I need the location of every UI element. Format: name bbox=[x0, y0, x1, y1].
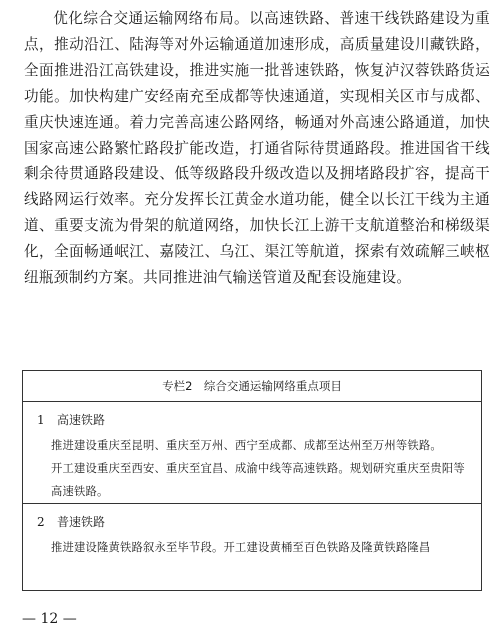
section-paragraph: 推进建设隆黄铁路叙永至毕节段。开工建设黄桶至百色铁路及隆黄铁路隆昌 bbox=[51, 541, 431, 554]
column-box bbox=[22, 370, 482, 591]
section-conventional-rail bbox=[23, 504, 481, 559]
section-number: 1 bbox=[37, 413, 45, 427]
section-body bbox=[23, 434, 481, 503]
section-number: 2 bbox=[37, 515, 45, 529]
section-high-speed-rail bbox=[23, 402, 481, 504]
section-heading bbox=[23, 402, 481, 434]
section-body bbox=[23, 536, 481, 559]
page-number: — 12 — bbox=[22, 611, 77, 627]
section-heading-text: 高速铁路 bbox=[57, 413, 106, 427]
section-paragraph: 推进建设重庆至昆明、重庆至万州、西宁至成都、成都至达州至万州等铁路。 bbox=[51, 439, 442, 452]
column-box-title: 专栏2 综合交通运输网络重点项目 bbox=[23, 371, 481, 402]
intro-paragraph: 优化综合交通运输网络布局。以高速铁路、普速干线铁路建设为重点，推动沿江、陆海等对外运输通道加速形成，高质量建设川藏铁路，全面推进沿江高铁建设，推进实施一批普速铁路，恢复泸汉蓉铁路货运功能。加快构建广安经南充至成都等快速通道，实现相关区市与成都、重庆快速连通。着力完善高速公路网络，畅通对外高速公路通道，加快国家高速公路繁忙路段扩能改造，打通省际待贯通路段。推进国省干线剩余待贯通路段建设、低等级路段升级改造以及拥堵路段扩容，提高干线路网运行效率。充分发挥长江黄金水道功能，健全以长江干线为主通道、重要支流为骨架的航道网络，加快长江上游干支航道整治和梯级渠化，全面畅通岷江、嘉陵江、乌江、渠江等航道，探索有效疏解三峡枢纽瓶颈制约方案。共同推进油气输送管道及配套设施建设。 bbox=[24, 10, 490, 287]
section-heading bbox=[23, 504, 481, 536]
section-heading-text: 普速铁路 bbox=[57, 515, 106, 529]
section-paragraph: 开工建设重庆至西安、重庆至宜昌、成渝中线等高速铁路。规划研究重庆至贵阳等高速铁路。 bbox=[51, 462, 465, 498]
